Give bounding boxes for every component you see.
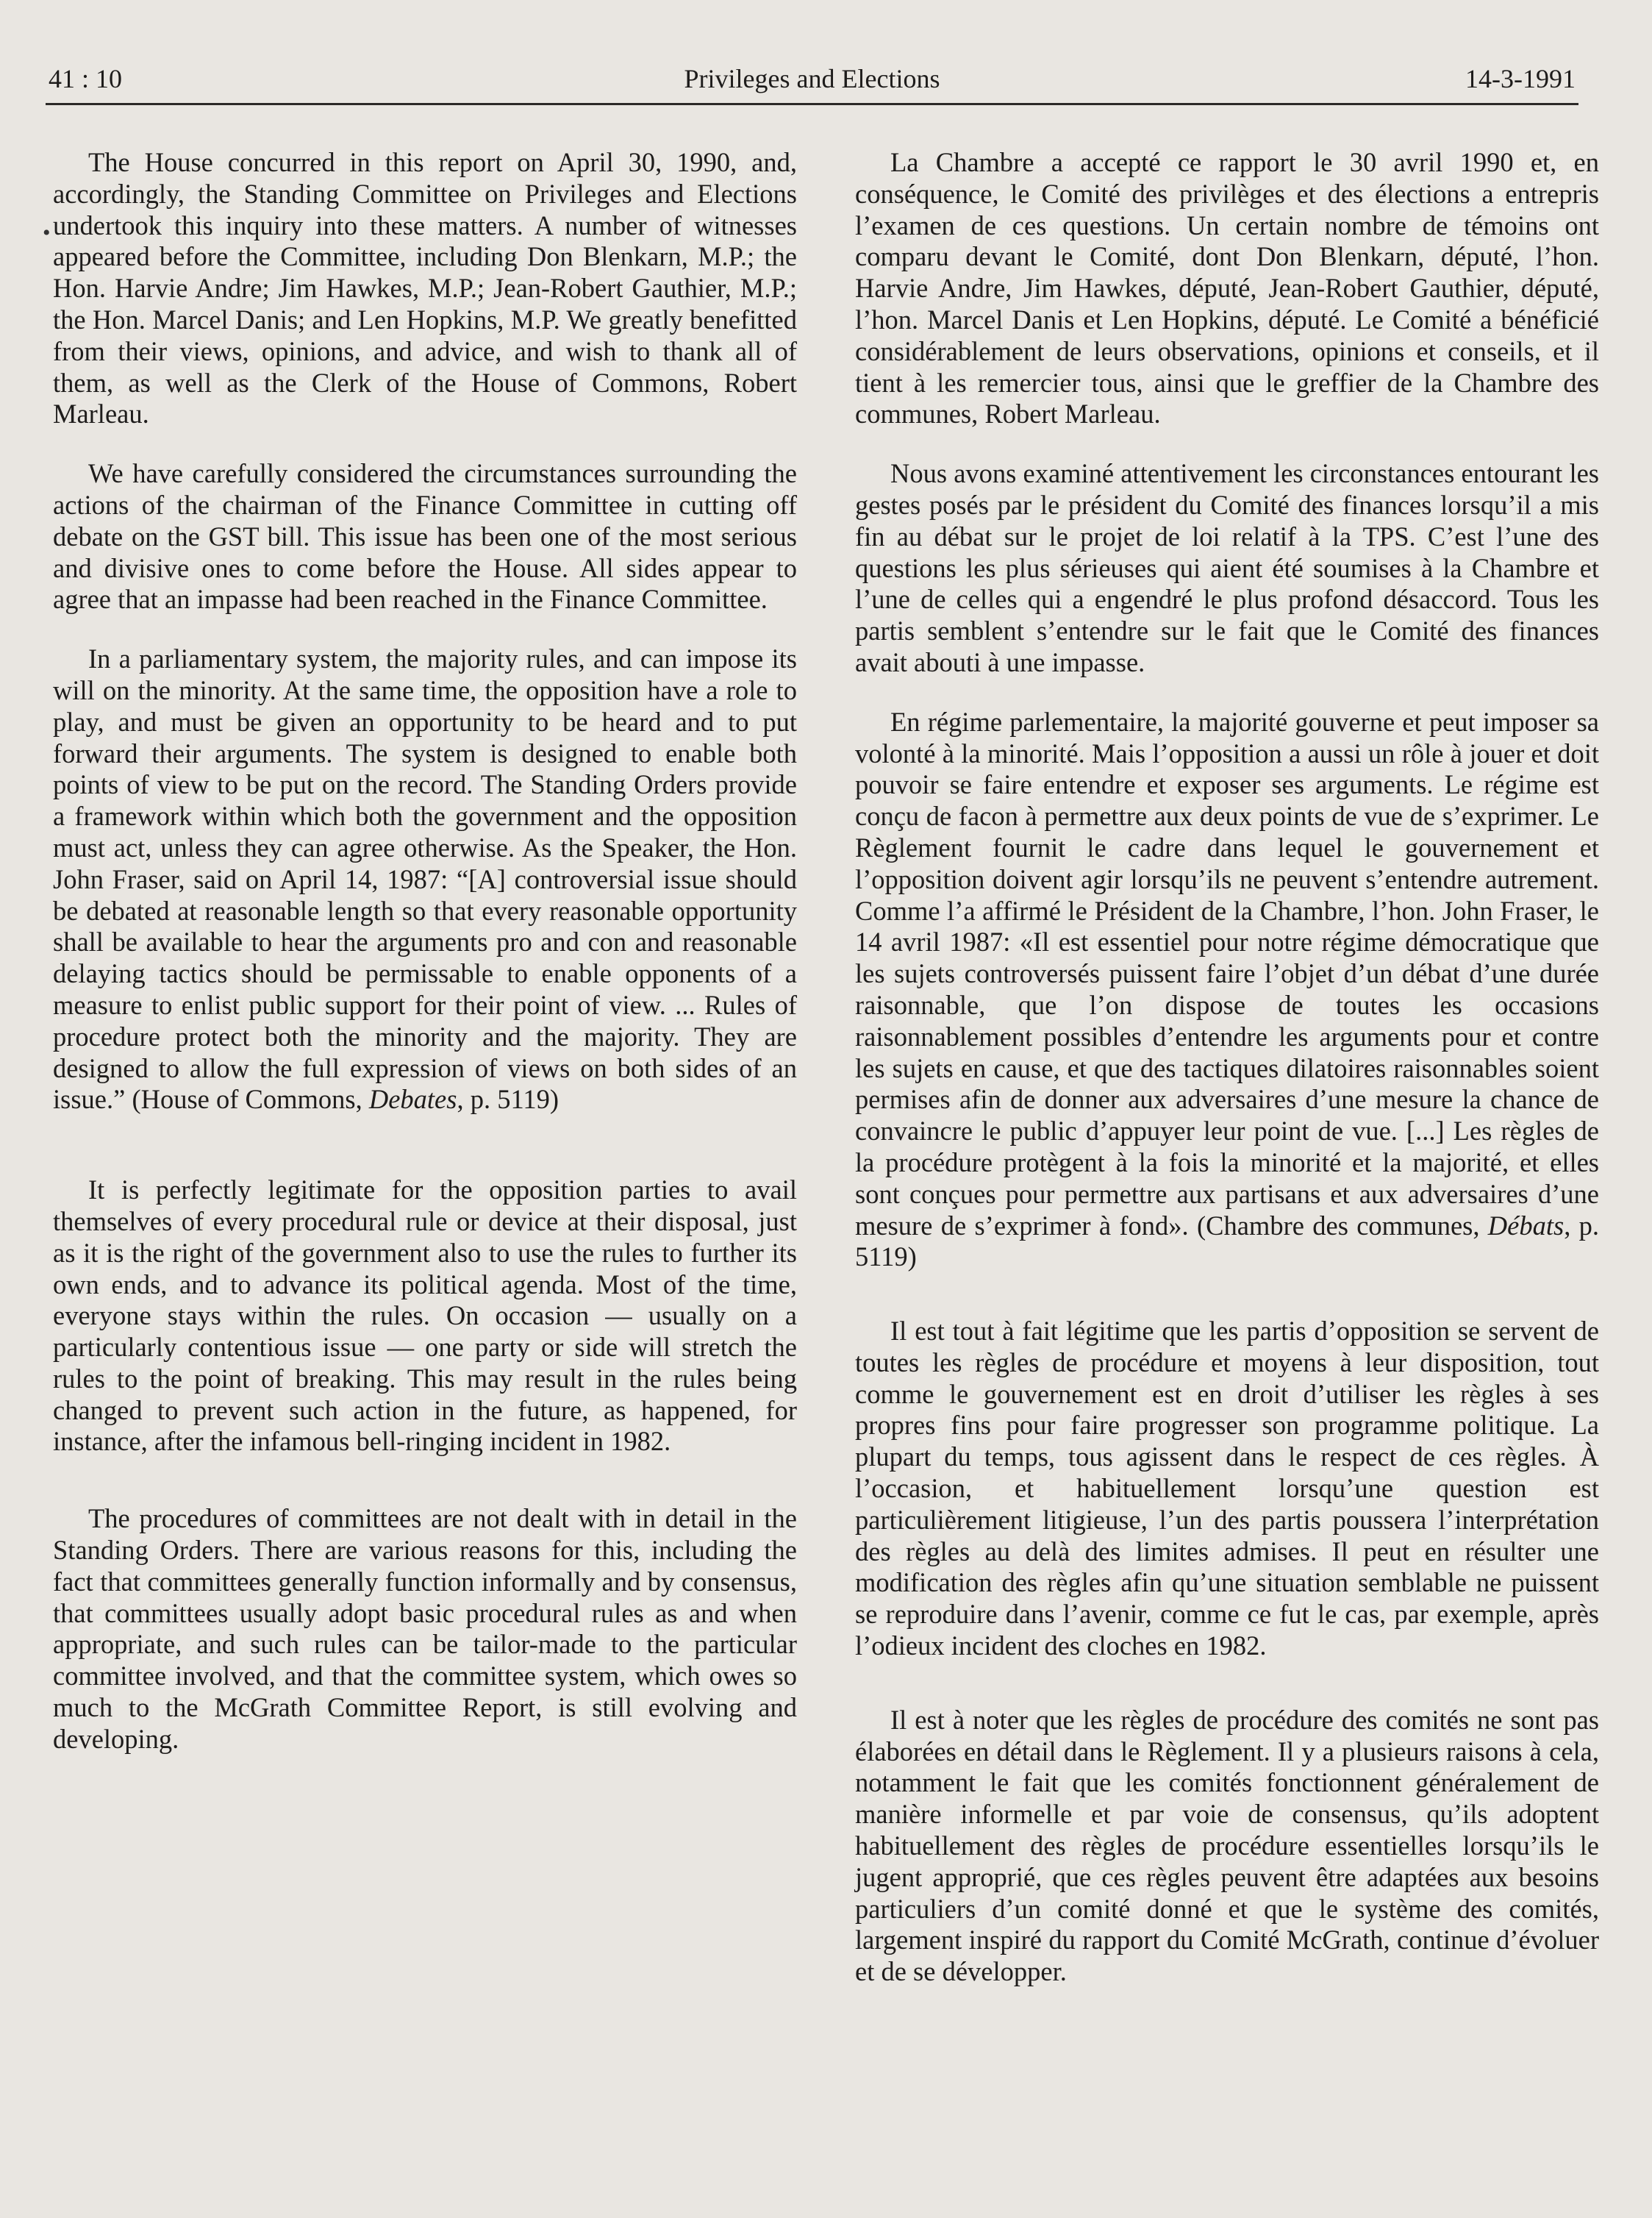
running-title: Privileges and Elections: [684, 64, 940, 93]
french-paragraph-2: Nous avons examiné attentivement les circonstances entourant les gestes posés par le président du Comité des finances lorsqu’il a mis fin au débat sur le projet de loi relatif à la TPS. C’est l’une des questions les plus sérieuses qui aient été soumises à la Chambre et l’une de celles qui a engendré le plus profond désaccord. Tous les partis semblent s’entendre sur le fait que le Comité des finances avait abouti à une impasse.: [855, 458, 1599, 677]
margin-dot: •: [43, 221, 51, 245]
french-paragraph-5: Il est à noter que les règles de procédure des comités ne sont pas élaborées en détail dans le Règlement. Il y a plusieurs raisons à cela, notamment le fait que les comités fonctionnent généralement de manière informelle et par voie de consensus, qu’ils adoptent habituellement des règles de procédure essentielles lorsqu’ils le jugent approprié, que ces règles peuvent être adaptées aux besoins particuliers d’un comité donné et que le système des comités, largement inspiré du rapport du Comité McGrath, continue d’évoluer et de se développer.: [855, 1704, 1599, 1987]
english-paragraph-3: In a parliamentary system, the majority rules, and can impose its will on the minority. At the same time, the opposition have a role to play, and must be given an opportunity to be heard and to put forward their arguments. The system is designed to enable both points of view to be put on the record. The Standing Orders provide a framework within which both the government and the opposition must act, unless they can agree otherwise. As the Speaker, the Hon. John Fraser, said on April 14, 1987: “[A] controversial issue should be debated at reasonable length so that every reasonable opportunity shall be available to hear the arguments pro and con and reasonable delaying tactics should be permissable to enable opponents of a measure to enlist public support for their point of view. ... Rules of procedure protect both the minority and the majority. They are designed to allow the full expression of views on both sides of an issue.” (House of Commons, Debates, p. 5119): [53, 643, 797, 1115]
french-paragraph-3: En régime parlementaire, la majorité gouverne et peut imposer sa volonté à la minorité. Mais l’opposition a aussi un rôle à jouer et doit pouvoir se faire entendre et exposer ses arguments. Le régime est conçu de facon à permettre aux deux points de vue de s’exprimer. Le Règlement fournit le cadre dans lequel le gouvernement et l’opposition doivent agir lorsqu’ils ne peuvent s’entendre autrement. Comme l’a affirmé le Président de la Chambre, l’hon. John Fraser, le 14 avril 1987: «Il est essentiel pour notre régime démocratique que les sujets controversés puissent faire l’objet d’un débat d’une durée raisonnable, que l’on dispose de toutes les occasions raisonnablement possibles d’entendre les arguments pour et contre les sujets en cause, et que des tactiques dilatoires raisonnables soient permises afin de donner aux adversaires d’une mesure la chance de convaincre le public d’appuyer leur point de vue. [...] Les règles de la procédure protègent à la fois la minorité et la majorité, et elles sont conçues pour permettre aux partisans et aux adversaires d’une mesure de s’exprimer à fond». (Chambre des communes, Débats, p. 5119): [855, 706, 1600, 1272]
french-paragraph-1: La Chambre a accepté ce rapport le 30 avril 1990 et, en conséquence, le Comité des privilèges et des élections a entrepris l’examen de ces questions. Un certain nombre de témoins ont comparu devant le Comité, dont Don Blenkarn, député, l’hon. Harvie Andre, Jim Hawkes, député, Jean-Robert Gauthier, député, l’hon. Marcel Danis et Len Hopkins, député. Le Comité a bénéficié considérablement de leurs observations, opinions et conseils, et il tient à les remercier tous, ainsi que le greffier de la Chambre des communes, Robert Marleau.: [855, 147, 1599, 429]
page-number: 41 : 10: [49, 64, 123, 93]
french-column: [855, 147, 1599, 1988]
page-date: 14-3-1991: [1465, 64, 1576, 93]
english-paragraph-1: The House concurred in this report on April 30, 1990, and, accordingly, the Standing Committee on Privileges and Elections undertook this inquiry into these matters. A number of witnesses appeared before the Committee, including Don Blenkarn, M.P.; the Hon. Harvie Andre; Jim Hawkes, M.P.; Jean-Robert Gauthier, M.P.; the Hon. Marcel Danis; and Len Hopkins, M.P. We greatly benefitted from their views, opinions, and advice, and wish to thank all of them, as well as the Clerk of the House of Commons, Robert Marleau.: [53, 147, 797, 429]
english-paragraph-5: The procedures of committees are not dealt with in detail in the Standing Orders. There are various reasons for this, including the fact that committees generally function informally and by consensus, that committees usually adopt basic procedural rules as and when appropriate, and such rules can be tailor-made to the particular committee involved, and that the committee system, which owes so much to the McGrath Committee Report, is still evolving and developing.: [53, 1503, 797, 1754]
english-column: [53, 147, 797, 1755]
page-header: [46, 60, 1578, 105]
french-paragraph-4: Il est tout à fait légitime que les partis d’opposition se servent de toutes les règles de procédure et moyens à leur disposition, tout comme le gouvernement est en droit d’utiliser les règles à ses propres fins pour faire progresser son programme politique. La plupart du temps, tous agissent dans le respect de ces règles. À l’occasion, et habituellement lorsqu’une question est particulièrement litigieuse, l’un des partis poussera l’interprétation des règles au delà des limites admises. Il peut en résulter une modification des règles afin qu’une situation semblable ne puissent se reproduire dans l’avenir, comme ce fut le cas, par exemple, après l’odieux incident des cloches en 1982.: [855, 1316, 1599, 1661]
english-paragraph-4: It is perfectly legitimate for the opposition parties to avail themselves of every procedural rule or device at their disposal, just as it is the right of the government also to use the rules to further its own ends, and to advance its political agenda. Most of the time, everyone stays within the rules. On occasion — usually on a particularly contentious issue — one party or side will stretch the rules to the point of breaking. This may result in the rules being changed to prevent such action in the future, as happened, for instance, after the infamous bell-ringing incident in 1982.: [53, 1174, 797, 1457]
english-paragraph-2: We have carefully considered the circumstances surrounding the actions of the chairman of the Finance Committee in cutting off debate on the GST bill. This issue has been one of the most serious and divisive ones to come before the House. All sides appear to agree that an impasse had been reached in the Finance Committee.: [53, 458, 797, 615]
